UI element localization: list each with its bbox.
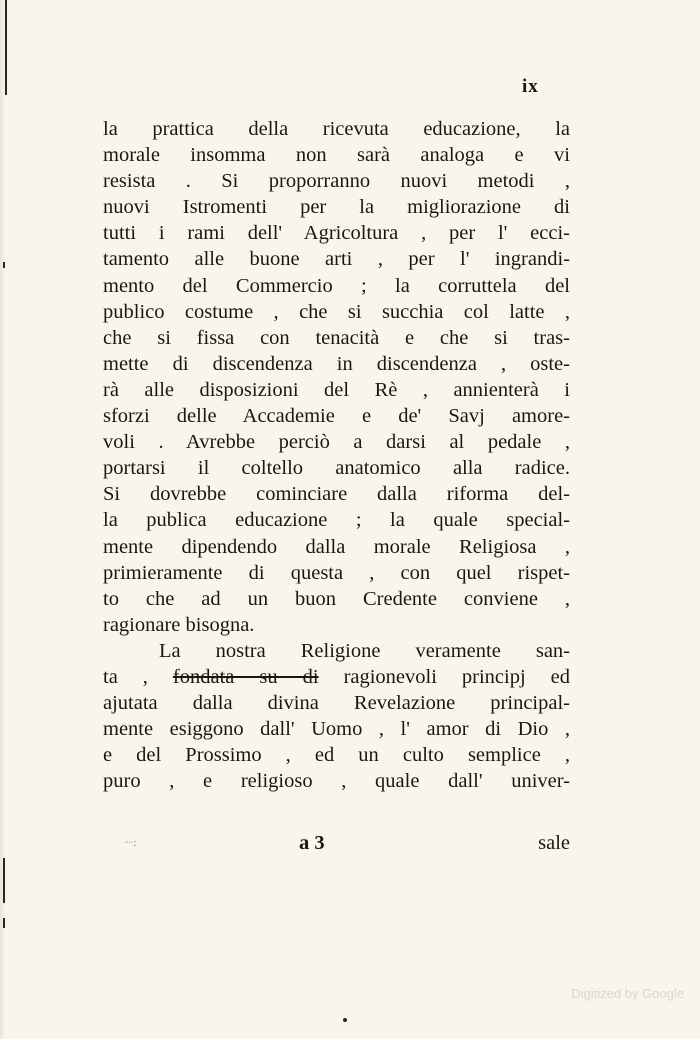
text-line: primieramente di questa , con quel rispet- [103, 561, 570, 584]
text-line: mette di discendenza in discendenza , oste- [103, 352, 570, 375]
edge-mark [3, 858, 5, 903]
text-line: morale insomma non sarà analoga e vi [103, 144, 570, 167]
text-line: to che ad un buon Credente conviene , [103, 587, 570, 610]
text-line: resista . Si proporranno nuovi metodi , [103, 170, 570, 193]
text-line: tamento alle buone arti , per l' ingrandi- [103, 248, 570, 271]
edge-mark [3, 262, 5, 268]
text-line: mente esiggono dall' Uomo , l' amor di Dio , [103, 718, 570, 741]
page-number: ix [522, 76, 539, 97]
text-line: che si fissa con tenacità e che si tras- [103, 326, 570, 349]
text-line: mento del Commercio ; la corruttela del [103, 274, 570, 297]
text-line: Si dovrebbe cominciare dalla riforma del- [103, 483, 570, 506]
text-line: tutti i rami dell' Agricoltura , per l' ecci- [103, 222, 570, 245]
signature-mark: a 3 [299, 832, 325, 854]
text-line: puro , e religioso , quale dall' univer- [103, 770, 570, 793]
text-line: sforzi delle Accademie e de' Savj amore- [103, 405, 570, 428]
text-line-with-strikethrough [103, 664, 570, 690]
text-line: voli . Avrebbe perciò a darsi al pedale , [103, 431, 570, 454]
text-line: la prattica della ricevuta educazione, la [103, 118, 570, 140]
text-line: rà alle disposizioni del Rè , annienterà i [103, 378, 570, 401]
paragraph-start-line [103, 638, 570, 664]
text-line: publico costume , che si succhia col latte , [103, 300, 570, 323]
text-line: portarsi il coltello anatomico alla radice. [103, 457, 570, 480]
text-line: ajutata dalla divina Revelazione principal- [103, 692, 570, 715]
edge-mark [5, 0, 7, 95]
ink-speck [343, 1018, 347, 1022]
text-run: La nostra Religione veramente san- [159, 639, 570, 662]
paragraph-end-line: ragionare bisogna. [103, 613, 255, 636]
catchword: sale [538, 832, 570, 854]
text-line: nuovi Istromenti per la migliorazione di [103, 196, 570, 219]
text-run: ta , [103, 665, 148, 688]
body-text [103, 116, 570, 794]
scan-watermark: Digitized by Google [571, 986, 684, 1001]
text-line: mente dipendendo dalla morale Religiosa , [103, 535, 570, 558]
edge-mark [3, 918, 5, 928]
text-line: la publica educazione ; la quale special- [103, 509, 570, 532]
text-line: e del Prossimo , ed un culto semplice , [103, 744, 570, 767]
footer-line [103, 830, 570, 856]
struck-text: fondata su di [172, 665, 319, 688]
text-run: ragionevoli principj ed [343, 665, 571, 688]
ink-smudge: ᵕᵕ: [125, 837, 138, 849]
